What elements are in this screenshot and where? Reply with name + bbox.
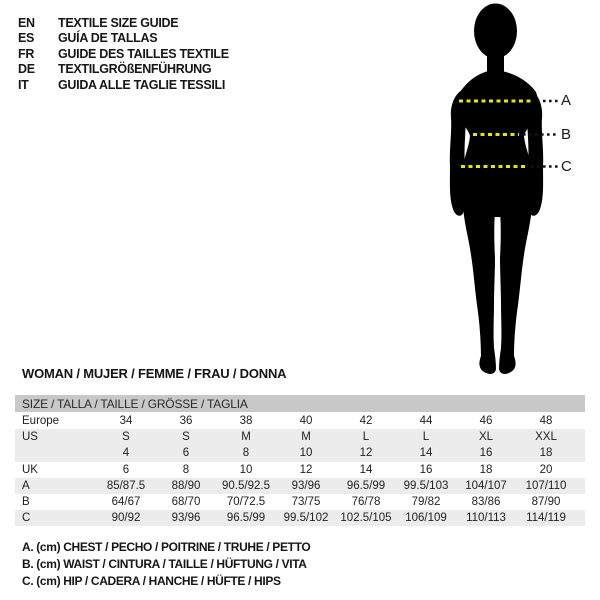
size-value-cell: 36 bbox=[179, 415, 193, 428]
size-value-cell: 96.5/99 bbox=[346, 479, 386, 492]
table-row bbox=[15, 510, 585, 526]
table-row bbox=[15, 413, 585, 429]
size-value-cell: XL bbox=[478, 431, 494, 444]
size-value-cell: L bbox=[422, 431, 430, 444]
language-title: GUIDE DES TAILLES TEXTILE bbox=[58, 46, 229, 61]
size-table-header: SIZE / TALLA / TAILLE / GRÖSSE / TAGLIA bbox=[15, 395, 585, 412]
language-title: TEXTILGRÖßENFÜHRUNG bbox=[58, 62, 212, 77]
size-value-cell: M bbox=[241, 431, 251, 444]
size-value-cell: 12 bbox=[359, 447, 373, 460]
size-value-cell: 102.5/105 bbox=[340, 512, 392, 525]
language-title: GUIDA ALLE TAGLIE TESSILI bbox=[58, 77, 226, 92]
table-row bbox=[15, 494, 585, 510]
size-value-cell: 76/78 bbox=[351, 496, 381, 509]
size-value-cell: XXL bbox=[535, 431, 557, 444]
size-value-cell: 10 bbox=[239, 463, 253, 476]
size-value-cell: 46 bbox=[479, 415, 493, 428]
size-value-cell: S bbox=[122, 431, 130, 444]
size-value-cell: 83/86 bbox=[471, 496, 501, 509]
row-label: C bbox=[22, 512, 31, 525]
row-label: A bbox=[22, 479, 30, 492]
size-value-cell: 18 bbox=[539, 447, 553, 460]
size-value-cell: 90/92 bbox=[111, 512, 141, 525]
size-value-cell: 93/96 bbox=[171, 512, 201, 525]
size-value-cell: S bbox=[182, 431, 190, 444]
woman-silhouette bbox=[450, 4, 543, 374]
language-code: IT bbox=[18, 77, 29, 92]
row-label: UK bbox=[22, 463, 38, 476]
size-value-cell: 34 bbox=[119, 415, 133, 428]
size-table-body bbox=[15, 413, 585, 526]
size-value-cell: 12 bbox=[299, 463, 313, 476]
size-value-cell: 8 bbox=[242, 447, 250, 460]
language-code: EN bbox=[18, 15, 35, 30]
size-value-cell: 93/96 bbox=[291, 479, 321, 492]
size-value-cell: 85/87.5 bbox=[106, 479, 146, 492]
table-row bbox=[15, 445, 585, 461]
table-row bbox=[15, 478, 585, 494]
size-value-cell: 68/70 bbox=[171, 496, 201, 509]
size-value-cell: 99.5/102 bbox=[283, 512, 329, 525]
size-value-cell: 79/82 bbox=[411, 496, 441, 509]
size-value-cell: 20 bbox=[539, 463, 553, 476]
size-value-cell: 4 bbox=[122, 447, 130, 460]
row-label: Europe bbox=[22, 415, 60, 428]
table-row bbox=[15, 462, 585, 478]
size-value-cell: 8 bbox=[182, 463, 190, 476]
size-value-cell: 96.5/99 bbox=[226, 512, 266, 525]
size-value-cell: 70/72.5 bbox=[226, 496, 266, 509]
size-value-cell: 104/107 bbox=[465, 479, 507, 492]
size-value-cell: 14 bbox=[359, 463, 373, 476]
size-value-cell: L bbox=[362, 431, 370, 444]
legend-line: C. (cm) HIP / CADERA / HANCHE / HÜFTE / HIPS bbox=[22, 574, 281, 588]
legend-line: B. (cm) WAIST / CINTURA / TAILLE / HÜFTUNG / VITA bbox=[22, 557, 307, 571]
language-title: GUÍA DE TALLAS bbox=[58, 31, 158, 46]
size-value-cell: 16 bbox=[419, 463, 433, 476]
size-value-cell: 16 bbox=[479, 447, 493, 460]
language-code: DE bbox=[18, 62, 35, 77]
size-value-cell: 64/67 bbox=[111, 496, 141, 509]
size-value-cell: 90.5/92.5 bbox=[222, 479, 270, 492]
language-code: ES bbox=[18, 31, 35, 46]
size-value-cell: 87/90 bbox=[531, 496, 561, 509]
size-value-cell: 18 bbox=[479, 463, 493, 476]
legend-line: A. (cm) CHEST / PECHO / POITRINE / TRUHE / PETTO bbox=[22, 540, 311, 554]
size-value-cell: 110/113 bbox=[466, 512, 506, 525]
size-table bbox=[15, 395, 585, 526]
marker-label-hip: C bbox=[561, 157, 572, 175]
size-value-cell: 106/109 bbox=[405, 512, 447, 525]
language-code: FR bbox=[18, 46, 35, 61]
size-value-cell: 107/110 bbox=[525, 479, 567, 492]
size-value-cell: 6 bbox=[122, 463, 130, 476]
size-value-cell: 114/119 bbox=[526, 512, 566, 525]
marker-label-chest: A bbox=[561, 92, 572, 109]
size-value-cell: 42 bbox=[359, 415, 373, 428]
measurement-legend bbox=[22, 540, 310, 591]
size-value-cell: 73/75 bbox=[291, 496, 321, 509]
size-value-cell: 40 bbox=[299, 415, 313, 428]
size-value-cell: 88/90 bbox=[171, 479, 201, 492]
size-value-cell: 48 bbox=[539, 415, 553, 428]
language-title: TEXTILE SIZE GUIDE bbox=[58, 15, 179, 30]
row-label: US bbox=[22, 431, 38, 444]
size-value-cell: 14 bbox=[419, 447, 433, 460]
size-value-cell: 38 bbox=[239, 415, 253, 428]
table-row bbox=[15, 429, 585, 445]
size-value-cell: M bbox=[301, 431, 311, 444]
size-value-cell: 6 bbox=[182, 447, 190, 460]
marker-label-waist: B bbox=[561, 125, 572, 143]
size-value-cell: 99.5/103 bbox=[403, 479, 449, 492]
table-group-title: WOMAN / MUJER / FEMME / FRAU / DONNA bbox=[22, 366, 287, 381]
size-value-cell: 10 bbox=[299, 447, 313, 460]
size-value-cell: 44 bbox=[419, 415, 433, 428]
row-label: B bbox=[22, 496, 30, 509]
